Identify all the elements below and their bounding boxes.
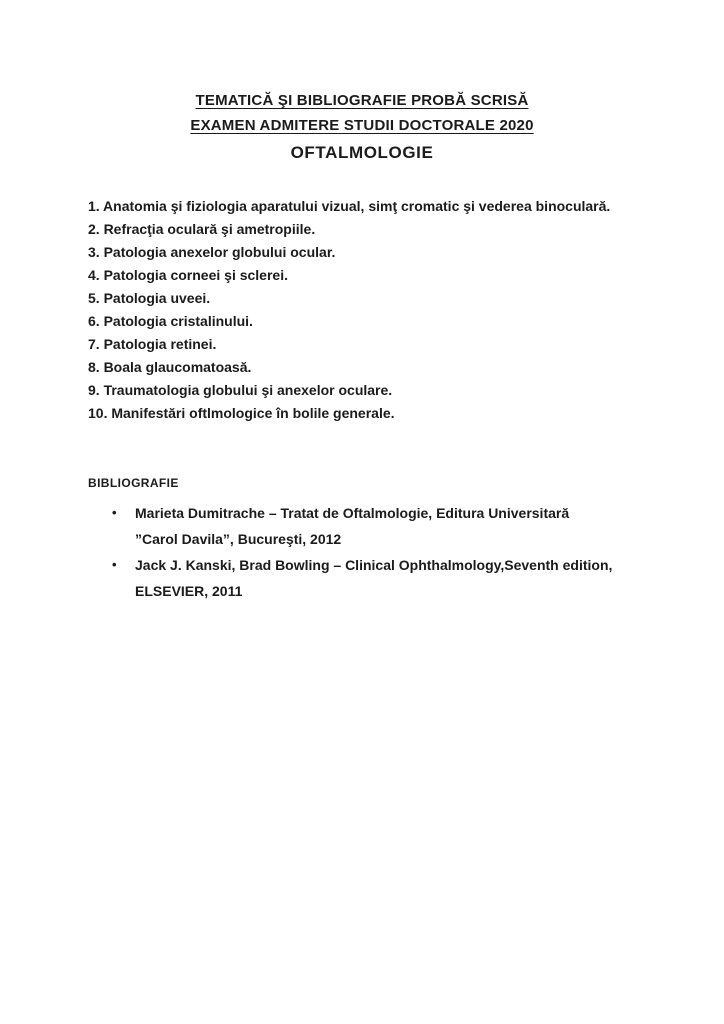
topic-item-2: 2. Refracţia oculară şi ametropiile. bbox=[88, 221, 316, 237]
bibliography-section bbox=[88, 476, 724, 604]
topic-item-6: 6. Patologia cristalinului. bbox=[88, 313, 253, 329]
topic-item-10: 10. Manifestări oftlmologice în bolile generale. bbox=[88, 405, 395, 421]
doc-title-line-2: EXAMEN ADMITERE STUDII DOCTORALE 2020 bbox=[190, 117, 534, 134]
topic-item-4: 4. Patologia corneei şi sclerei. bbox=[88, 267, 288, 283]
topic-item-3: 3. Patologia anexelor globului ocular. bbox=[88, 244, 336, 260]
bibliography-entry-1-line-2: ”Carol Davila”, Bucureşti, 2012 bbox=[135, 531, 342, 547]
topic-item-8: 8. Boala glaucomatoasă. bbox=[88, 359, 252, 375]
bibliography-entry-2-line-1: Jack J. Kanski, Brad Bowling – Clinical Ophthalmology,Seventh edition, bbox=[135, 557, 613, 573]
document-header bbox=[0, 0, 724, 166]
bibliography-entry-2-line-2: ELSEVIER, 2011 bbox=[135, 583, 243, 599]
topic-item-7: 7. Patologia retinei. bbox=[88, 336, 217, 352]
bullet-icon: • bbox=[112, 505, 117, 520]
bibliography-list bbox=[88, 500, 695, 604]
bibliography-entry-1 bbox=[112, 500, 695, 552]
bibliography-heading: BIBLIOGRAFIE bbox=[88, 476, 179, 490]
doc-subject: OFTALMOLOGIE bbox=[290, 143, 434, 162]
doc-title-line-1: TEMATICĂ ŞI BIBLIOGRAFIE PROBĂ SCRISĂ bbox=[195, 92, 529, 109]
bibliography-entry-1-line-1: Marieta Dumitrache – Tratat de Oftalmologie, Editura Universitară bbox=[135, 505, 570, 521]
topics-list bbox=[88, 195, 644, 425]
topic-item-5: 5. Patologia uveei. bbox=[88, 290, 211, 306]
bullet-icon: • bbox=[112, 557, 117, 572]
topic-item-9: 9. Traumatologia globului şi anexelor oculare. bbox=[88, 382, 393, 398]
bibliography-entry-2 bbox=[112, 552, 695, 604]
topic-item-1: 1. Anatomia şi fiziologia aparatului vizual, simţ cromatic şi vederea binoculară. bbox=[88, 198, 611, 214]
